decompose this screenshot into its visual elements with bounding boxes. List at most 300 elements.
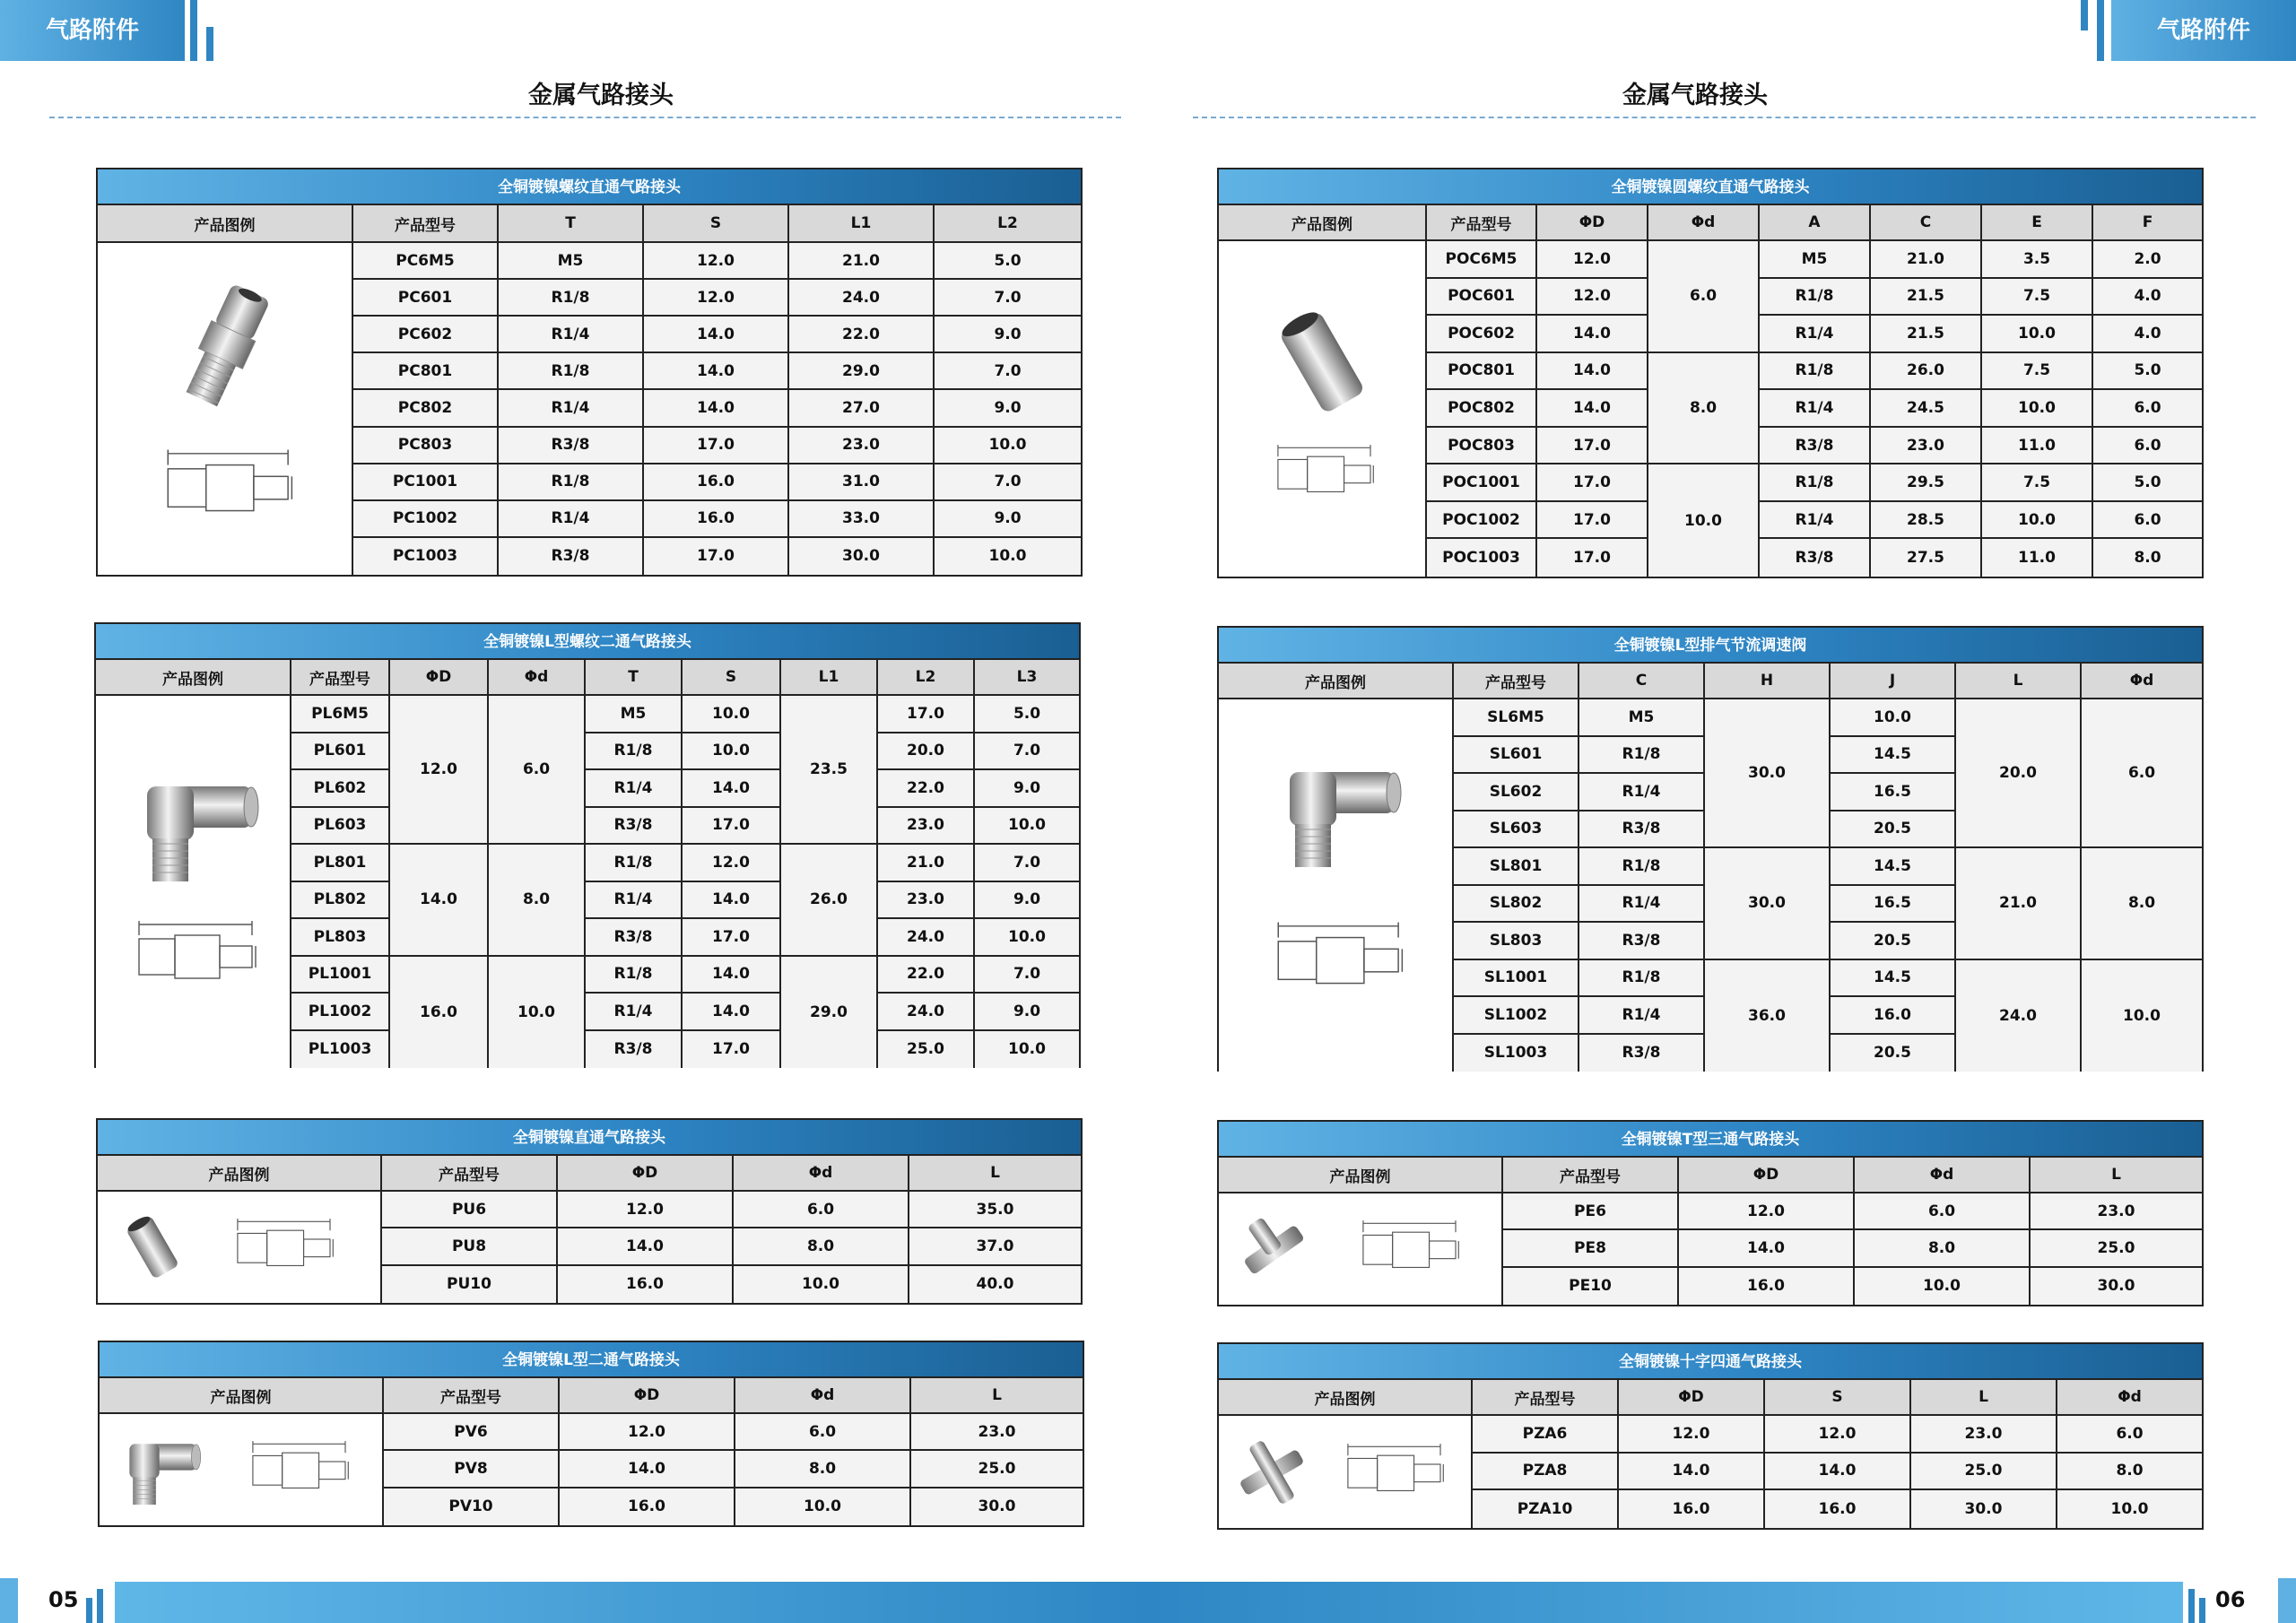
table-cell: 2.0 [2093,241,2202,279]
table-cell: 6.0 [1855,1193,2031,1230]
model-cell: PU6 [382,1192,558,1228]
table-cell: 16.0 [644,464,789,501]
table-cell: R1/4 [586,882,683,920]
column-header: Φd [734,1156,909,1192]
column-header: 产品型号 [1427,205,1537,241]
table-cell: 6.0 [2093,502,2202,540]
table-cell: 23.0 [1911,1416,2057,1454]
column-header: Φd [735,1378,911,1414]
table-cell: 29.5 [1871,464,1982,502]
table-cell: 12.0 [644,280,789,317]
model-cell: PC801 [353,353,499,390]
table-cell: 12.0 [1537,241,1648,279]
column-header: ΦD [558,1156,734,1192]
table-cell: R1/4 [499,501,644,538]
table-cell: 7.0 [935,353,1081,390]
table-cell: 23.0 [878,808,975,846]
column-header: S [683,660,781,696]
table-pv [98,1341,1084,1527]
table-cell: 25.0 [878,1031,975,1069]
column-header: S [1765,1380,1911,1416]
table-cell: 7.5 [1982,279,2093,317]
column-header: S [644,205,789,243]
column-header: ΦD [1679,1158,1855,1193]
model-cell: PZA6 [1473,1416,1619,1454]
table-cell: 14.0 [644,317,789,353]
table-pza [1217,1342,2204,1530]
decor-bar [2097,0,2104,61]
table-cell: 33.0 [789,501,935,538]
table-caption: 全铜镀镍圆螺纹直通气路接头 [1219,169,2202,205]
column-header: 产品型号 [384,1378,560,1414]
table-cell: 4.0 [2093,279,2202,317]
table-cell: 12.0 [1537,279,1648,317]
model-cell: PL803 [291,919,390,957]
column-header: T [586,660,683,696]
table-cell: 25.0 [2031,1230,2202,1267]
product-image [1219,699,1454,1072]
table-cell: 20.0 [1956,699,2082,848]
table-cell: 10.0 [975,808,1079,846]
table-cell: 30.0 [789,538,935,575]
table-cell: 24.0 [878,919,975,957]
model-cell: PU8 [382,1228,558,1265]
table-cell: R1/4 [586,994,683,1031]
model-cell: SL6M5 [1454,699,1579,737]
model-cell: SL1001 [1454,960,1579,998]
table-cell: R1/8 [1579,737,1705,775]
model-cell: POC602 [1427,316,1537,353]
table-cell: 12.0 [1619,1416,1765,1454]
table-cell: 16.5 [1831,774,1956,812]
column-header: 产品图例 [1219,664,1454,699]
model-cell: SL601 [1454,737,1579,775]
column-header: ΦD [1537,205,1648,241]
table-cell: 25.0 [911,1451,1083,1488]
model-cell: PL601 [291,733,390,771]
table-cell: 5.0 [2093,464,2202,502]
model-cell: PL603 [291,808,390,846]
table-cell: 20.5 [1831,1035,1956,1072]
table-cell: 7.0 [935,280,1081,317]
table-cell: 23.5 [781,696,878,845]
model-cell: PZA10 [1473,1490,1619,1528]
table-cell: 14.0 [683,770,781,808]
column-header: 产品图例 [1219,1158,1503,1193]
table-cell: 10.0 [1831,699,1956,737]
column-header: Φd [1648,205,1760,241]
table-cell: 23.0 [911,1414,1083,1451]
model-cell: PU10 [382,1266,558,1303]
column-header: L1 [781,660,878,696]
table-cell: 12.0 [560,1414,735,1451]
table-cell: 28.5 [1871,502,1982,540]
table-cell: 37.0 [909,1228,1081,1265]
table-cell: 8.0 [1648,353,1760,465]
table-cell: 6.0 [1648,241,1760,353]
table-cell: 10.0 [683,733,781,771]
model-cell: PC6M5 [353,243,499,280]
table-cell: 7.0 [975,845,1079,882]
table-cell: M5 [1760,241,1871,279]
table-cell: 21.0 [1956,848,2082,960]
column-header: 产品型号 [1503,1158,1679,1193]
table-cell: 17.0 [1537,502,1648,540]
table-cell: 10.0 [489,957,586,1069]
column-header: L [909,1156,1081,1192]
table-cell: 12.0 [1679,1193,1855,1230]
table-cell: 10.0 [935,428,1081,464]
table-cell: R3/8 [1579,1035,1705,1072]
column-header: F [2093,205,2202,241]
table-cell: 8.0 [734,1228,909,1265]
table-cell: 24.0 [878,994,975,1031]
table-cell: 11.0 [1982,539,2093,577]
table-caption: 全铜镀镍L型螺纹二通气路接头 [96,624,1079,660]
table-cell: R3/8 [1579,812,1705,849]
table-cell: 14.0 [1537,316,1648,353]
table-cell: 17.0 [1537,539,1648,577]
product-image [1219,1416,1473,1528]
model-cell: SL802 [1454,886,1579,924]
column-header: 产品图例 [96,660,291,696]
model-cell: PC601 [353,280,499,317]
table-cell: 26.0 [1871,353,1982,391]
table-cell: R1/8 [1579,960,1705,998]
model-cell: PZA8 [1473,1454,1619,1491]
table-cell: 14.0 [644,353,789,390]
column-header: 产品型号 [353,205,499,243]
table-cell: 17.0 [683,1031,781,1069]
table-cell: R1/4 [1760,502,1871,540]
table-cell: R1/8 [1760,464,1871,502]
model-cell: PL6M5 [291,696,390,733]
column-header: Φd [489,660,586,696]
table-cell: M5 [499,243,644,280]
column-header: C [1871,205,1982,241]
table-cell: 4.0 [2093,316,2202,353]
model-cell: SL803 [1454,923,1579,960]
column-header: C [1579,664,1705,699]
table-cell: 14.0 [683,957,781,994]
table-cell: 8.0 [735,1451,911,1488]
model-cell: PL802 [291,882,390,920]
page-number-right: 06 [2215,1587,2246,1612]
table-cell: R1/4 [586,770,683,808]
table-cell: 14.0 [1537,353,1648,391]
decor-bar [2188,1589,2195,1623]
table-cell: 3.5 [1982,241,2093,279]
section-tab-left: 气路附件 [0,0,185,61]
column-header: L2 [878,660,975,696]
table-cell: R3/8 [1760,539,1871,577]
table-cell: 10.0 [975,1031,1079,1069]
column-header: 产品型号 [291,660,390,696]
model-cell: POC601 [1427,279,1537,317]
table-cell: 7.5 [1982,353,2093,391]
model-cell: PE10 [1503,1268,1679,1305]
model-cell: POC801 [1427,353,1537,391]
table-pc [96,168,1083,577]
column-header: 产品型号 [1473,1380,1619,1416]
model-cell: POC803 [1427,428,1537,465]
table-cell: R3/8 [1579,923,1705,960]
column-header: L [1911,1380,2057,1416]
table-cell: 9.0 [935,317,1081,353]
decor-bar [206,27,213,61]
table-cell: R3/8 [499,538,644,575]
column-header: L1 [789,205,935,243]
table-caption: 全铜镀镍十字四通气路接头 [1219,1344,2202,1380]
footer-bar [115,1582,2183,1623]
model-cell: SL801 [1454,848,1579,886]
model-cell: SL602 [1454,774,1579,812]
model-cell: PC1003 [353,538,499,575]
table-cell: 30.0 [1705,699,1831,848]
table-cell: 12.0 [683,845,781,882]
decor-bar [190,0,197,61]
table-caption: 全铜镀镍L型二通气路接头 [100,1342,1083,1378]
table-cell: 21.0 [1871,241,1982,279]
table-cell: 30.0 [911,1488,1083,1525]
table-cell: 9.0 [935,390,1081,427]
model-cell: PC803 [353,428,499,464]
model-cell: PE6 [1503,1193,1679,1230]
table-cell: 40.0 [909,1266,1081,1303]
table-cell: R3/8 [586,1031,683,1069]
table-pu [96,1118,1083,1305]
table-cell: 17.0 [1537,464,1648,502]
product-image [1219,1193,1503,1305]
table-cell: 16.0 [1831,997,1956,1035]
table-cell: 7.0 [975,733,1079,771]
table-cell: 10.0 [735,1488,911,1525]
column-header: 产品型号 [1454,664,1579,699]
column-header: 产品图例 [98,1156,382,1192]
table-cell: 30.0 [1911,1490,2057,1528]
table-pl [94,622,1081,1068]
column-header: A [1760,205,1871,241]
table-cell: 30.0 [2031,1268,2202,1305]
table-cell: 10.0 [683,696,781,733]
table-cell: 24.5 [1871,390,1982,428]
table-cell: R1/8 [1760,353,1871,391]
title-divider [49,117,1121,118]
table-cell: M5 [1579,699,1705,737]
decor-bar [0,1578,18,1623]
model-cell: POC1001 [1427,464,1537,502]
title-divider [1193,117,2256,118]
column-header: T [499,205,644,243]
table-cell: 7.0 [935,464,1081,501]
table-cell: 14.0 [683,994,781,1031]
table-cell: R1/4 [1579,886,1705,924]
table-cell: 10.0 [1648,464,1760,577]
table-cell: R1/8 [499,353,644,390]
table-cell: 14.0 [560,1451,735,1488]
page-title-right: 金属气路接头 [1622,82,1768,109]
model-cell: PL1002 [291,994,390,1031]
table-cell: 12.0 [558,1192,734,1228]
table-caption: 全铜镀镍L型排气节流调速阀 [1219,628,2202,664]
table-cell: M5 [586,696,683,733]
table-cell: 23.0 [1871,428,1982,465]
column-header: 产品图例 [1219,205,1427,241]
table-cell: 16.0 [1765,1490,1911,1528]
table-cell: 31.0 [789,464,935,501]
table-cell: 6.0 [2057,1416,2202,1454]
table-cell: 5.0 [2093,353,2202,391]
table-cell: 10.0 [1982,390,2093,428]
table-cell: R1/8 [499,280,644,317]
table-cell: 9.0 [975,770,1079,808]
table-cell: 10.0 [1855,1268,2031,1305]
column-header: ΦD [390,660,489,696]
table-cell: 14.0 [390,845,489,957]
table-cell: 17.0 [683,919,781,957]
column-header: 产品型号 [382,1156,558,1192]
table-cell: 35.0 [909,1192,1081,1228]
column-header: 产品图例 [98,205,353,243]
column-header: ΦD [1619,1380,1765,1416]
table-cell: R1/8 [1579,848,1705,886]
table-cell: 21.5 [1871,316,1982,353]
table-cell: 14.5 [1831,737,1956,775]
column-header: Φd [2082,664,2202,699]
product-image [98,1192,382,1303]
model-cell: PV8 [384,1451,560,1488]
page-title-left: 金属气路接头 [528,82,674,109]
table-cell: R1/8 [586,845,683,882]
table-cell: 14.0 [644,390,789,427]
column-header: 产品图例 [1219,1380,1473,1416]
product-image [98,243,353,575]
table-cell: R1/4 [499,390,644,427]
model-cell: PL1001 [291,957,390,994]
table-cell: 23.0 [2031,1193,2202,1230]
model-cell: POC1003 [1427,539,1537,577]
table-cell: 30.0 [1705,848,1831,960]
model-cell: POC1002 [1427,502,1537,540]
table-cell: 14.0 [558,1228,734,1265]
table-cell: 16.0 [1679,1268,1855,1305]
decor-bar [2081,0,2088,30]
model-cell: PL1003 [291,1031,390,1069]
table-pe [1217,1120,2204,1306]
table-poc [1217,168,2204,578]
product-image [1219,241,1427,577]
table-cell: 12.0 [390,696,489,845]
table-cell: 9.0 [975,882,1079,920]
table-cell: 7.0 [975,957,1079,994]
table-cell: 29.0 [781,957,878,1069]
table-cell: 17.0 [878,696,975,733]
table-cell: 8.0 [2093,539,2202,577]
model-cell: POC6M5 [1427,241,1537,279]
decor-bar [86,1598,92,1623]
model-cell: PL602 [291,770,390,808]
column-header: L2 [935,205,1081,243]
table-cell: 5.0 [975,696,1079,733]
table-cell: R1/8 [499,464,644,501]
table-cell: 12.0 [1765,1416,1911,1454]
table-cell: 24.0 [789,280,935,317]
table-cell: 16.0 [1619,1490,1765,1528]
model-cell: PC802 [353,390,499,427]
table-cell: 14.5 [1831,960,1956,998]
table-cell: 12.0 [644,243,789,280]
model-cell: SL1003 [1454,1035,1579,1072]
table-cell: 16.5 [1831,886,1956,924]
table-cell: 7.5 [1982,464,2093,502]
column-header: H [1705,664,1831,699]
table-cell: R3/8 [586,919,683,957]
table-cell: 14.0 [1619,1454,1765,1491]
table-cell: 6.0 [735,1414,911,1451]
model-cell: PE8 [1503,1230,1679,1267]
table-cell: 6.0 [2093,428,2202,465]
table-cell: 22.0 [878,957,975,994]
table-cell: 16.0 [390,957,489,1069]
column-header: J [1831,664,1956,699]
model-cell: POC802 [1427,390,1537,428]
table-cell: R1/4 [1579,774,1705,812]
table-cell: 21.0 [789,243,935,280]
table-cell: R1/8 [586,733,683,771]
table-cell: 20.5 [1831,923,1956,960]
table-cell: 10.0 [734,1266,909,1303]
table-cell: 9.0 [975,994,1079,1031]
model-cell: PC1001 [353,464,499,501]
section-tab-right: 气路附件 [2111,0,2296,61]
table-cell: 6.0 [2082,699,2202,848]
table-cell: 16.0 [644,501,789,538]
table-cell: 11.0 [1982,428,2093,465]
column-header: 产品图例 [100,1378,384,1414]
table-cell: 20.0 [878,733,975,771]
table-cell: R1/4 [499,317,644,353]
model-cell: PV10 [384,1488,560,1525]
table-caption: 全铜镀镍直通气路接头 [98,1120,1081,1156]
table-cell: R3/8 [499,428,644,464]
product-image [100,1414,384,1525]
table-cell: 9.0 [935,501,1081,538]
table-cell: 17.0 [1537,428,1648,465]
model-cell: PL801 [291,845,390,882]
table-sl [1217,626,2204,1072]
table-cell: 14.0 [1679,1230,1855,1267]
table-cell: 5.0 [935,243,1081,280]
table-cell: 14.0 [1765,1454,1911,1491]
table-cell: 10.0 [2082,960,2202,1072]
table-cell: 6.0 [2093,390,2202,428]
table-cell: 21.5 [1871,279,1982,317]
table-cell: 23.0 [878,882,975,920]
column-header: Φd [2057,1380,2202,1416]
table-cell: 6.0 [489,696,586,845]
column-header: E [1982,205,2093,241]
column-header: L3 [975,660,1079,696]
table-cell: 17.0 [683,808,781,846]
table-cell: 20.5 [1831,812,1956,849]
decor-bar [2199,1598,2205,1623]
table-cell: 6.0 [734,1192,909,1228]
table-caption: 全铜镀镍T型三通气路接头 [1219,1122,2202,1158]
table-cell: 22.0 [878,770,975,808]
model-cell: SL603 [1454,812,1579,849]
column-header: L [1956,664,2082,699]
column-header: Φd [1855,1158,2031,1193]
